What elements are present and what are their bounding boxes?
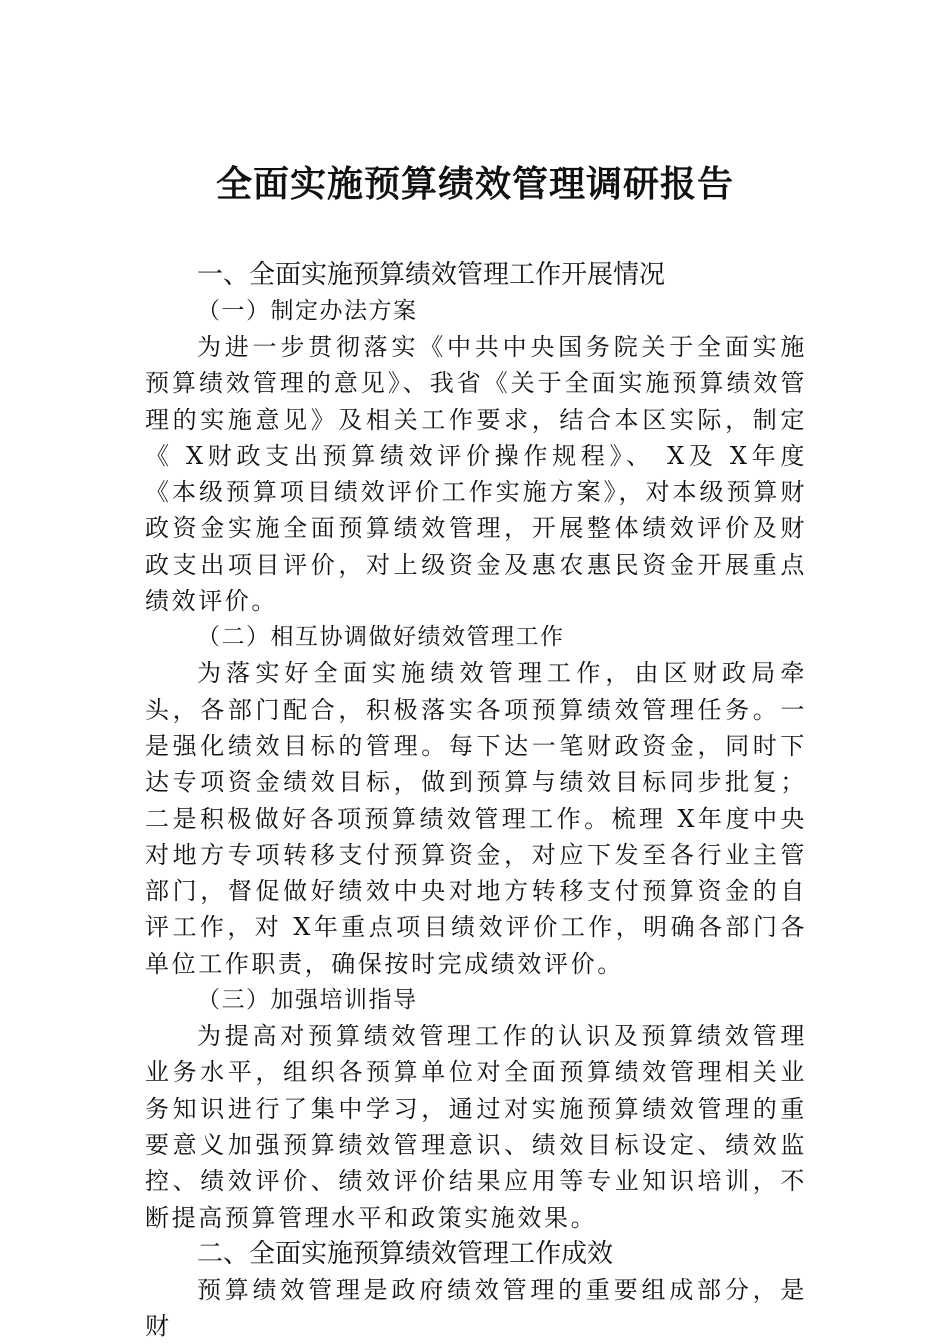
subsection-1-heading: （一）制定办法方案 <box>197 298 418 324</box>
subsection-3-heading: （三）加强培训指导 <box>197 987 418 1014</box>
subsection-2-paragraph: 为落实好全面实施绩效管理工作，由区财政局牵头，各部门配合，积极落实各项预算绩效管理任务。一是强化绩效目标的管理。每下达一笔财政资金，同时下达专项资金绩效目标，做到预算与绩效目标同步批复；二是积极做好各项预算绩效管理工作。梳理 X年度中央对地方专项转移支付预算资金，对应下发至各行业主管部门，督促做好绩效中央对地方转移支付预算资金的自评工作，对 X年重点项目绩效评价工作，明确各部门各单位工作职责，确保按时完成绩效评价。 <box>145 659 807 978</box>
subsection-2-heading: （二）相互协调做好绩效管理工作 <box>197 624 565 651</box>
subsection-3-paragraph: 为提高对预算绩效管理工作的认识及预算绩效管理业务水平，组织各预算单位对全面预算绩效管理相关业务知识进行了集中学习，通过对实施预算绩效管理的重要意义加强预算绩效管理意识、绩效目标设定、绩效监控、绩效评价、绩效评价结果应用等专业知识培训，不断提高预算管理水平和政策实施效果。 <box>145 1022 807 1232</box>
document-title: 全面实施预算绩效管理调研报告 <box>215 163 734 205</box>
section-2-paragraph: 预算绩效管理是政府绩效管理的重要组成部分，是财 <box>145 1275 807 1341</box>
document-body <box>145 257 807 1344</box>
section-2-heading: 二、全面实施预算绩效管理工作成效 <box>197 1238 614 1269</box>
subsection-1-paragraph: 为进一步贯彻落实《中共中央国务院关于全面实施预算绩效管理的意见》、我省《关于全面实施预算绩效管理的实施意见》及相关工作要求，结合本区实际，制定《 X财政支出预算绩效评价操作规程》、 X及 X年度《本级预算项目绩效评价工作实施方案》，对本级预算财政资金实施全面预算绩效管理，开展整体绩效评价及财政支出项目评价，对上级资金及惠农惠民资金开展重点绩效评价。 <box>145 333 807 616</box>
section-1-heading: 一、全面实施预算绩效管理工作开展情况 <box>197 260 666 290</box>
